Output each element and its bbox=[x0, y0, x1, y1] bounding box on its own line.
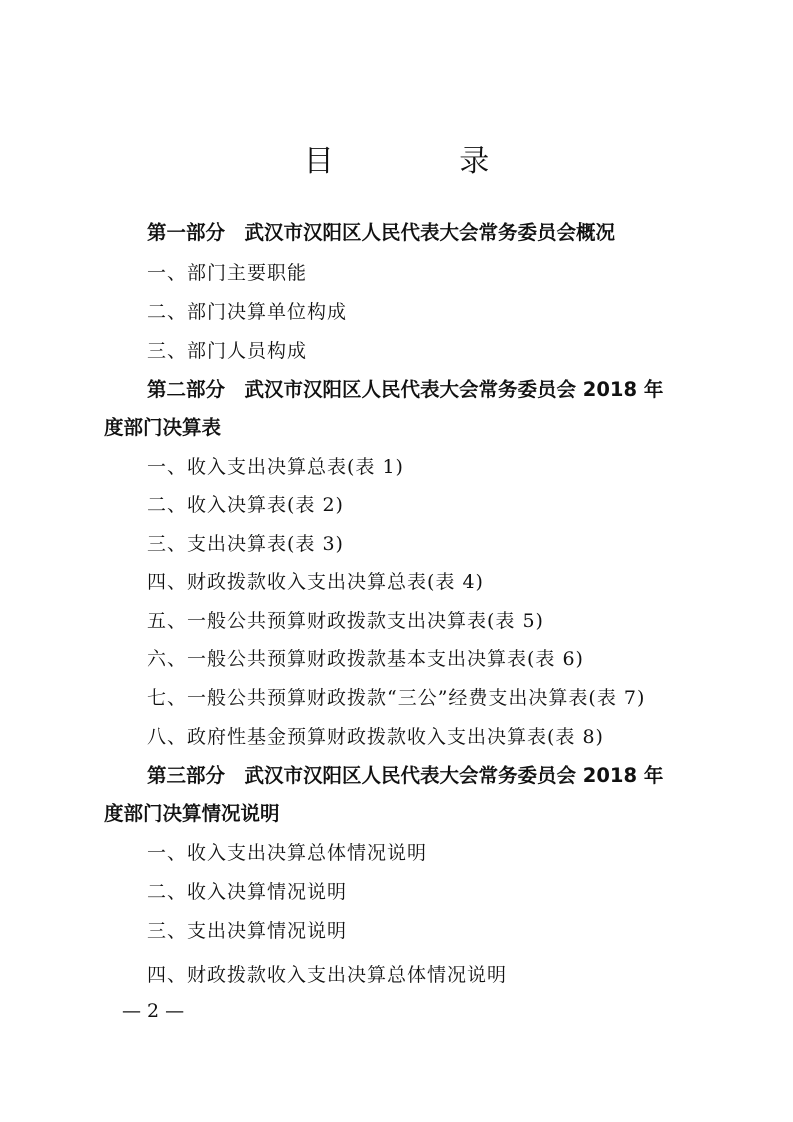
toc-item: 六、一般公共预算财政拨款基本支出决算表(表 6) bbox=[147, 648, 584, 670]
part-3-heading-continued: 度部门决算情况说明 bbox=[104, 802, 280, 825]
toc-item: 八、政府性基金预算财政拨款收入支出决算表(表 8) bbox=[147, 726, 604, 748]
toc-item: 二、收入决算表(表 2) bbox=[147, 494, 344, 516]
toc-item: 二、收入决算情况说明 bbox=[147, 881, 348, 903]
toc-item: 四、财政拨款收入支出决算总体情况说明 bbox=[147, 964, 508, 986]
toc-item: 七、一般公共预算财政拨款“三公”经费支出决算表(表 7) bbox=[147, 687, 646, 709]
toc-item: 一、部门主要职能 bbox=[147, 262, 308, 284]
toc-item: 三、支出决算情况说明 bbox=[147, 920, 348, 942]
page-number: — 2 — bbox=[122, 1000, 185, 1022]
toc-item: 三、支出决算表(表 3) bbox=[147, 533, 344, 555]
part-2-heading: 第二部分 武汉市汉阳区人民代表大会常务委员会 2018 年 bbox=[147, 378, 664, 401]
toc-item: 三、部门人员构成 bbox=[147, 340, 308, 362]
toc-title: 目 录 bbox=[303, 144, 548, 179]
toc-item: 五、一般公共预算财政拨款支出决算表(表 5) bbox=[147, 610, 544, 632]
part-2-heading-continued: 度部门决算表 bbox=[104, 416, 222, 439]
toc-item: 四、财政拨款收入支出决算总表(表 4) bbox=[147, 571, 484, 593]
toc-item: 一、收入支出决算总表(表 1) bbox=[147, 456, 404, 478]
part-3-heading: 第三部分 武汉市汉阳区人民代表大会常务委员会 2018 年 bbox=[147, 764, 664, 787]
toc-item: 一、收入支出决算总体情况说明 bbox=[147, 842, 428, 864]
toc-item: 二、部门决算单位构成 bbox=[147, 301, 348, 323]
part-1-heading: 第一部分 武汉市汉阳区人民代表大会常务委员会概况 bbox=[147, 221, 616, 244]
